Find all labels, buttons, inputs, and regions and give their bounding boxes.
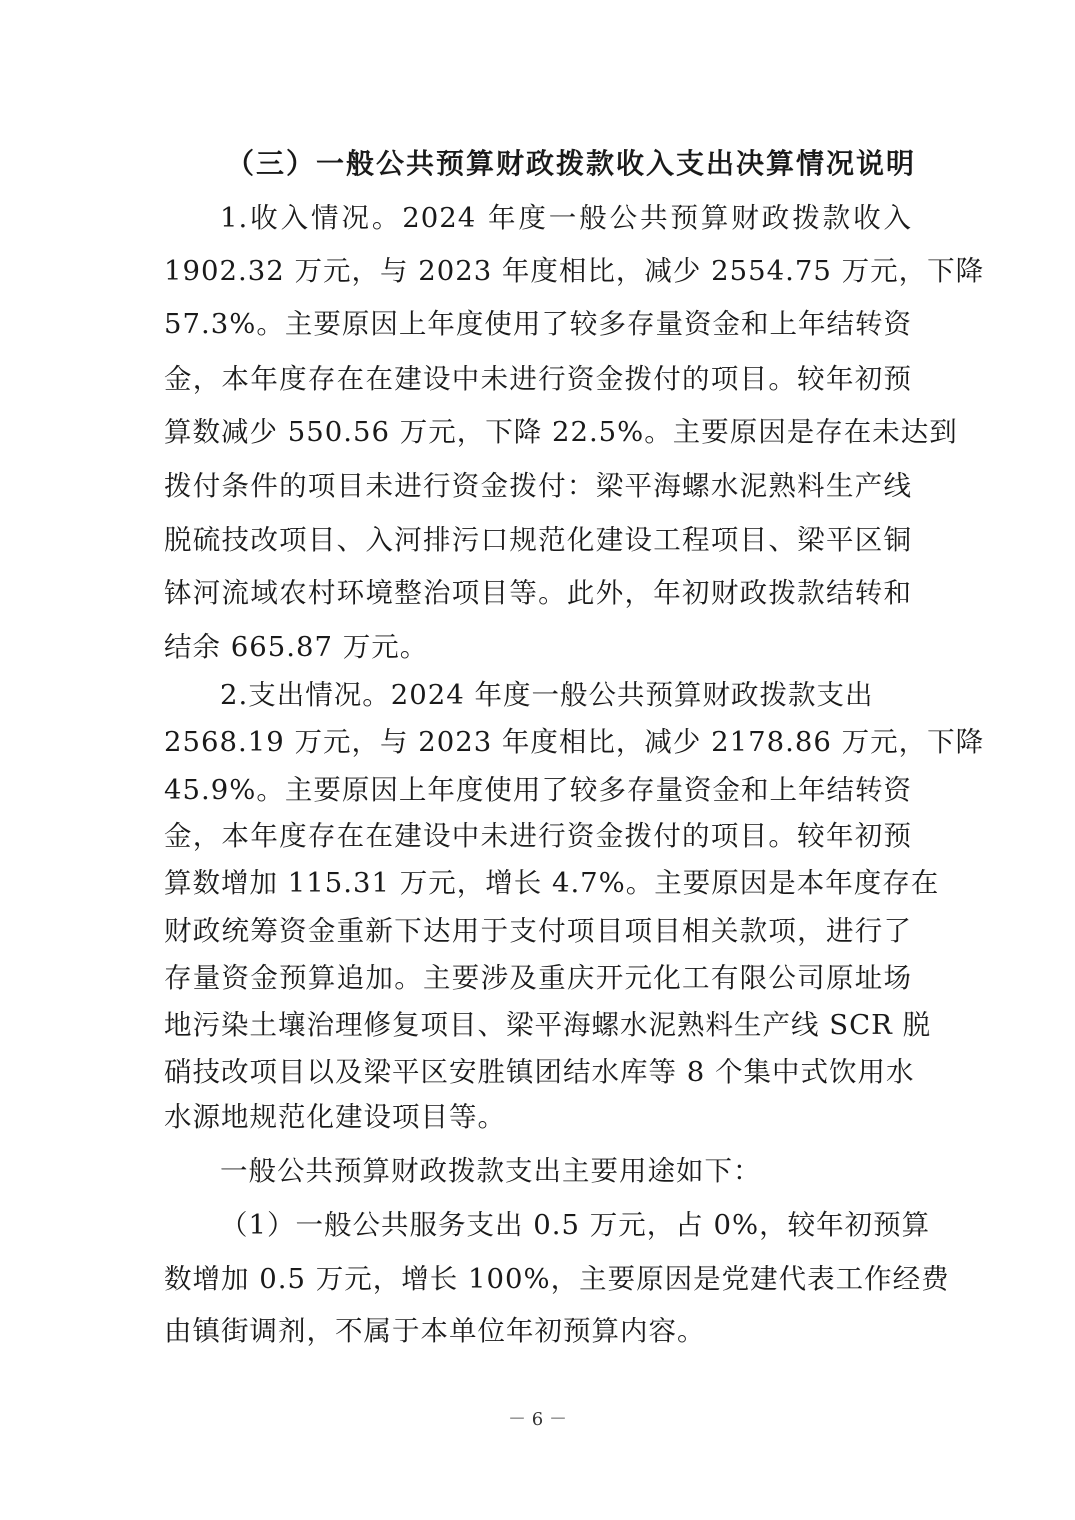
paragraph-line: 算数增加 115.31 万元，增长 4.7%。主要原因是本年度存在 xyxy=(164,867,940,899)
paragraph-line: 金，本年度存在在建设中未进行资金拨付的项目。较年初预 xyxy=(164,363,912,395)
paragraph-line: 算数减少 550.56 万元，下降 22.5%。主要原因是存在未达到 xyxy=(164,416,958,448)
paragraph-line: 水源地规范化建设项目等。 xyxy=(164,1101,506,1133)
paragraph-line: 财政统筹资金重新下达用于支付项目项目相关款项，进行了 xyxy=(164,915,912,947)
paragraph-line: 存量资金预算追加。主要涉及重庆开元化工有限公司原址场 xyxy=(164,962,912,994)
paragraph-line: 2.支出情况。2024 年度一般公共预算财政拨款支出 xyxy=(220,679,874,711)
paragraph-line: 57.3%。主要原因上年度使用了较多存量资金和上年结转资 xyxy=(164,308,912,340)
paragraph-line: 1.收入情况。2024 年度一般公共预算财政拨款收入 xyxy=(220,202,912,234)
paragraph-line: 数增加 0.5 万元，增长 100%，主要原因是党建代表工作经费 xyxy=(164,1263,950,1295)
paragraph-line: （1）一般公共服务支出 0.5 万元，占 0%，较年初预算 xyxy=(220,1209,931,1241)
page-number: － 6 － xyxy=(508,1409,567,1430)
paragraph-line: 2568.19 万元，与 2023 年度相比，减少 2178.86 万元，下降 xyxy=(164,726,985,758)
paragraph-line: 拨付条件的项目未进行资金拨付：梁平海螺水泥熟料生产线 xyxy=(164,470,912,502)
paragraph-line: 钵河流域农村环境整治项目等。此外，年初财政拨款结转和 xyxy=(164,577,912,609)
paragraph-line: 结余 665.87 万元。 xyxy=(164,631,429,663)
paragraph-line: 金，本年度存在在建设中未进行资金拨付的项目。较年初预 xyxy=(164,820,912,852)
paragraph-line: 1902.32 万元，与 2023 年度相比，减少 2554.75 万元，下降 xyxy=(164,255,985,287)
paragraph-line: 地污染土壤治理修复项目、梁平海螺水泥熟料生产线 SCR 脱 xyxy=(164,1009,932,1041)
paragraph-line: 硝技改项目以及梁平区安胜镇团结水库等 8 个集中式饮用水 xyxy=(164,1056,915,1088)
paragraph-line: 45.9%。主要原因上年度使用了较多存量资金和上年结转资 xyxy=(164,774,912,806)
paragraph-line: 脱硫技改项目、入河排污口规范化建设工程项目、梁平区铜 xyxy=(164,524,912,556)
paragraph-line: 由镇街调剂，不属于本单位年初预算内容。 xyxy=(164,1315,706,1347)
section-heading: （三）一般公共预算财政拨款收入支出决算情况说明 xyxy=(226,147,917,180)
paragraph-line: 一般公共预算财政拨款支出主要用途如下： xyxy=(220,1155,762,1187)
